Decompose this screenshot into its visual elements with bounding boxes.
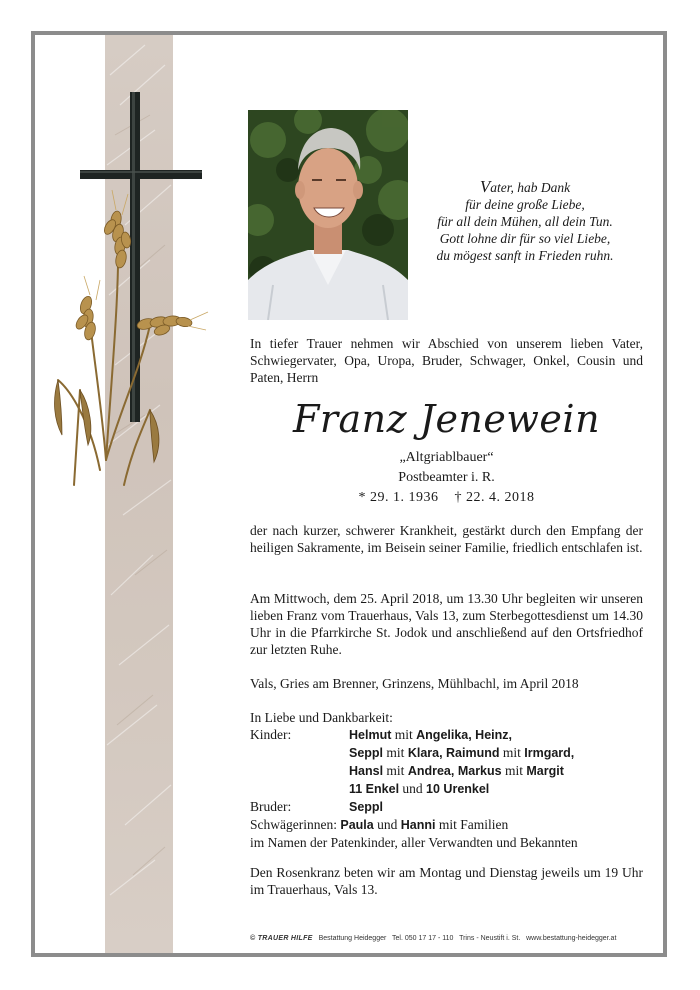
- memorial-verse: [420, 178, 630, 264]
- intro-paragraph: In tiefer Trauer nehmen wir Abschied von unserem lieben Vater, Schwiegervater, Opa, Uropa, Bruder, Schwager, Onkel, Cousin und Paten, Herrn: [250, 336, 643, 385]
- children-label: Kinder:: [250, 727, 292, 742]
- cross-with-wheat: [50, 90, 210, 490]
- verse-line-2: für deine große Liebe,: [465, 197, 585, 212]
- portrait-photo: [248, 110, 408, 320]
- nickname: „Altgriablbauer“: [399, 450, 494, 465]
- children-row-3: [250, 762, 650, 780]
- brother-label: Bruder:: [250, 799, 292, 814]
- grandchildren-line: 11 Enkel und 10 Urenkel: [349, 781, 490, 796]
- verse-line-1: Vater, hab Dank: [479, 177, 571, 196]
- footer: [250, 935, 645, 942]
- verse-line-3: für all dein Mühen, all dein Tun.: [437, 214, 613, 229]
- rosary-paragraph: Den Rosenkranz beten wir am Montag und Dienstag jeweils um 19 Uhr im Trauerhaus, Vals 13.: [250, 865, 643, 897]
- profession: Postbeamter i. R.: [398, 470, 495, 485]
- place-date-line: Vals, Gries am Brenner, Grinzens, Mühlbachl, im April 2018: [250, 676, 579, 691]
- funeral-paragraph: Am Mittwoch, dem 25. April 2018, um 13.30 Uhr begleiten wir unseren lieben Franz vom Trauerhaus, Vals 13, zum Sterbegottesdienst um 14.30 Uhr in die Pfarrkirche St. Jodok und anschließend auf den Ortsfriedhof zur letzten Ruhe.: [250, 591, 643, 657]
- verse-line-5: du mögest sanft in Frieden ruhn.: [436, 248, 614, 263]
- children-line-2: Seppl mit Klara, Raimund mit Irmgard,: [349, 745, 575, 760]
- footer-contact: Bestattung Heidegger Tel. 050 17 17 - 110 Trins - Neustift i. St. www.bestattung-heidegger.at: [318, 935, 617, 942]
- grandchildren-row: [250, 780, 650, 798]
- verse-line-4: Gott lohne dir für so viel Liebe,: [439, 231, 611, 246]
- brother-name: Seppl: [349, 800, 384, 814]
- death-paragraph: der nach kurzer, schwerer Krankheit, gestärkt durch den Empfang der heiligen Sakramente, im Beisein seiner Familie, friedlich entschlafen ist.: [250, 523, 643, 555]
- deceased-details: [250, 448, 643, 508]
- trauer-hilfe-logo: © TRAUER HILFE: [250, 935, 313, 942]
- mourners-list: [250, 709, 650, 851]
- cross-icon: [80, 92, 202, 422]
- brother-row: [250, 798, 650, 816]
- children-line-1: Helmut mit Angelika, Heinz,: [349, 727, 512, 742]
- life-dates: * 29. 1. 1936 † 22. 4. 2018: [358, 490, 535, 505]
- children-row: [250, 726, 650, 744]
- children-line-3: Hansl mit Andrea, Markus mit Margit: [349, 763, 564, 778]
- mourners-heading: In Liebe und Dankbarkeit:: [250, 710, 393, 725]
- sisters-in-law-row: Schwägerinnen: Paula und Hanni mit Familien: [250, 817, 509, 832]
- others-line: im Namen der Patenkinder, aller Verwandten und Bekannten: [250, 835, 578, 850]
- children-row-2: [250, 744, 650, 762]
- deceased-name: Franz Jenewein: [292, 397, 601, 441]
